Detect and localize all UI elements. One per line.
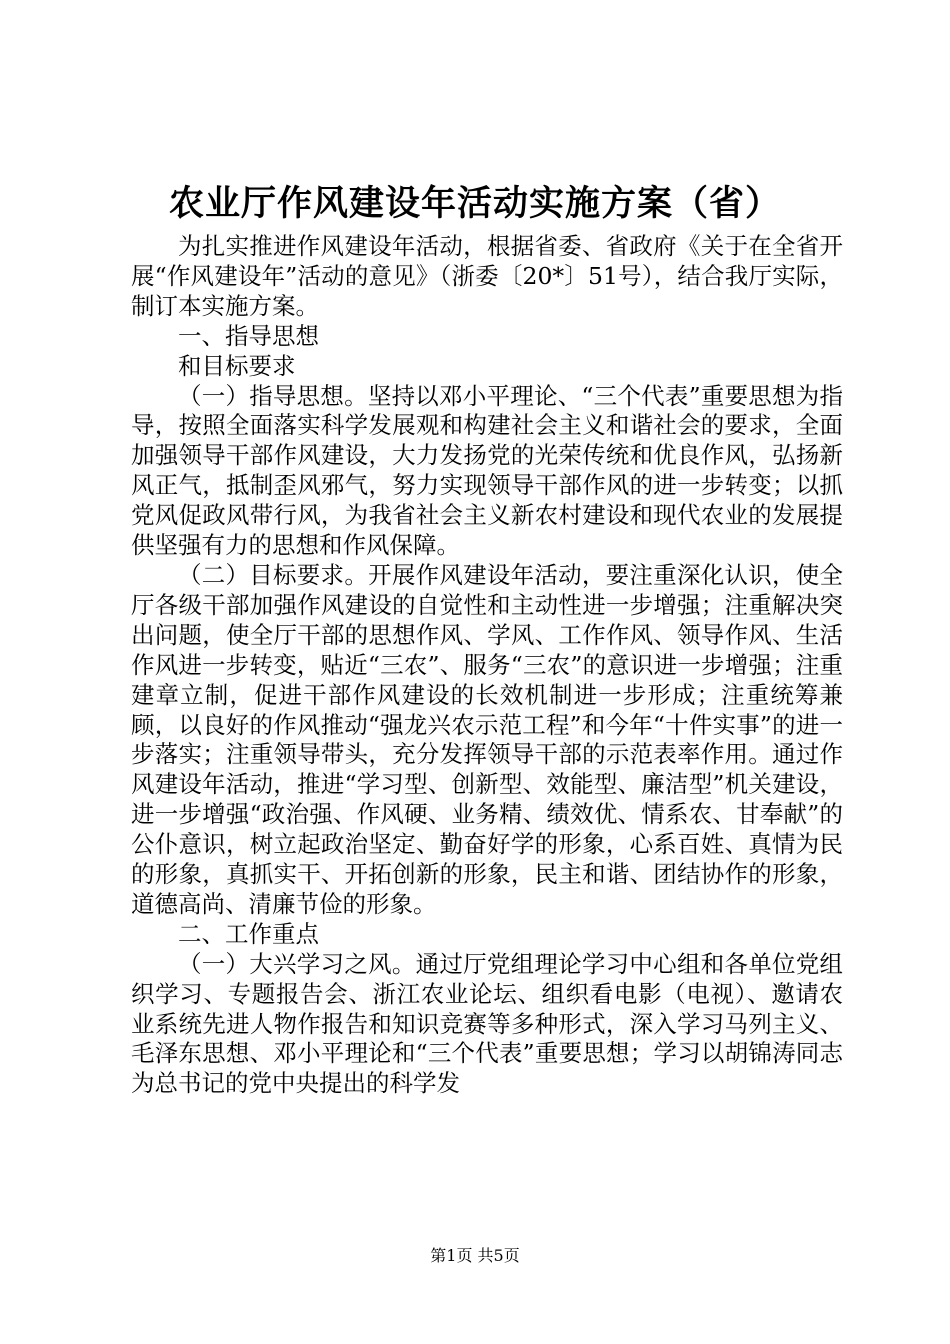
section-heading-work-focus: 二、工作重点 xyxy=(178,919,319,948)
document-title: 农业厅作风建设年活动实施方案（省） xyxy=(168,183,781,224)
page-number-footer: 第1页 共5页 xyxy=(430,1246,520,1265)
paragraph-guiding-ideology: （一）指导思想。坚持以邓小平理论、“三个代表”重要思想为指导，按照全面落实科学发展观和构建社会主义和谐社会的要求，全面加强领导干部作风建设，大力发扬党的光荣传统和优良作风，弘扬新风正气，抵制歪风邪气，努力实现领导干部作风的进一步转变；以抓党风促政风带行风，为我省社会主义新农村建设和现代农业的发展提供坚强有力的思想和作风保障。 xyxy=(131,381,843,560)
intro-paragraph: 为扎实推进作风建设年活动，根据省委、省政府《关于在全省开展“作风建设年”活动的意见》（浙委〔20*〕51号），结合我厅实际，制订本实施方案。 xyxy=(131,232,843,320)
document-body xyxy=(131,232,843,1099)
section-heading-goals: 和目标要求 xyxy=(178,351,296,380)
section-heading-guiding-ideology: 一、指导思想 xyxy=(178,321,319,350)
paragraph-goal-requirements: （二）目标要求。开展作风建设年活动，要注重深化认识，使全厅各级干部加强作风建设的自觉性和主动性进一步增强；注重解决突出问题，使全厅干部的思想作风、学风、工作作风、领导作风、生活作风进一步转变，贴近“三农”、服务“三农”的意识进一步增强；注重建章立制，促进干部作风建设的长效机制进一步形成；注重统筹兼顾，以良好的作风推动“强龙兴农示范工程”和今年“十件实事”的进一步落实；注重领导带头，充分发挥领导干部的示范表率作用。通过作风建设年活动，推进“学习型、创新型、效能型、廉洁型”机关建设，进一步增强“政治强、作风硬、业务精、绩效优、情系农、甘奉献”的公仆意识，树立起政治坚定、勤奋好学的形象，心系百姓、真情为民的形象，真抓实干、开拓创新的形象，民主和谐、团结协作的形象，道德高尚、清廉节俭的形象。 xyxy=(131,560,843,918)
paragraph-study-culture: （一）大兴学习之风。通过厅党组理论学习中心组和各单位党组织学习、专题报告会、浙江农业论坛、组织看电影（电视）、邀请农业系统先进人物作报告和知识竞赛等多种形式，深入学习马列主义、毛泽东思想、邓小平理论和“三个代表”重要思想；学习以胡锦涛同志为总书记的党中央提出的科学发 xyxy=(131,949,843,1098)
